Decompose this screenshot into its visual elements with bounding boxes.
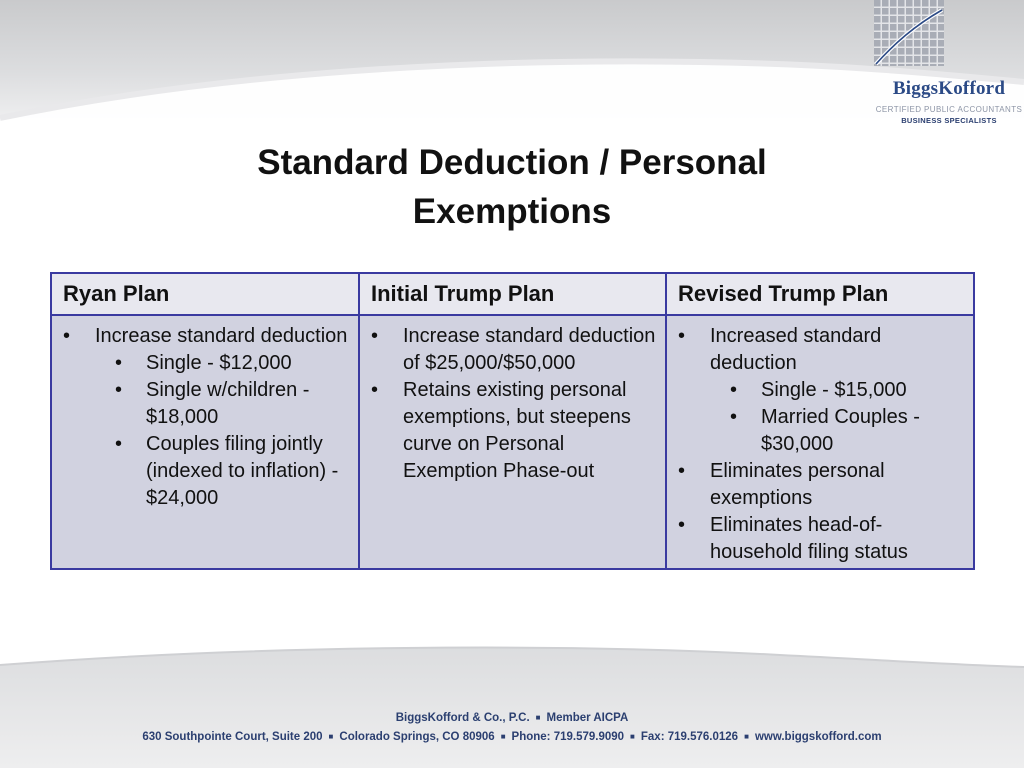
footer-band (0, 645, 1024, 768)
logo-grid-icon (874, 0, 944, 66)
table-header-row (51, 273, 974, 315)
revised-trump-plan-cell (666, 315, 974, 569)
list-item (675, 323, 967, 458)
plans-comparison-table (50, 272, 975, 570)
list-item: • Increase standard deduction of $25,000/$50,000 (368, 323, 659, 377)
logo-name: BiggsKofford (892, 78, 1006, 99)
footer-firm-name: BiggsKofford & Co., P.C. (395, 712, 530, 724)
footer-contact-line (0, 731, 1024, 743)
column-header-revised-trump-plan: Revised Trump Plan (666, 273, 974, 315)
bullet-text: Increased standard deduction (710, 325, 882, 374)
logo-subtagline: BUSINESS SPECIALISTS (901, 116, 997, 125)
footer-phone: Phone: 719.579.9090 (511, 731, 625, 743)
sub-list-item: • Single w/children - $18,000 (95, 377, 352, 431)
ryan-plan-cell (51, 315, 359, 569)
column-header-initial-trump-plan: Initial Trump Plan (359, 273, 666, 315)
list-item: • Eliminates personal exemptions (675, 458, 967, 512)
company-logo (874, 0, 1024, 130)
list-item: • Eliminates head-of-household filing status (675, 512, 967, 566)
list-item: • Retains existing personal exemptions, but steepens curve on Personal Exemption Phase-out (368, 377, 659, 485)
footer-firm-line (0, 712, 1024, 724)
separator-square-icon: ■ (630, 732, 635, 741)
footer-website-link[interactable]: www.biggskofford.com (754, 731, 882, 743)
sub-list-item: • Couples filing jointly (indexed to inflation) - $24,000 (95, 431, 352, 512)
sub-list-item: • Single - $12,000 (95, 350, 352, 377)
table-row (51, 315, 974, 569)
sub-list-item: • Married Couples - $30,000 (710, 404, 967, 458)
header-wave-decoration (0, 0, 1024, 130)
footer-membership: Member AICPA (546, 712, 629, 724)
initial-trump-plan-cell (359, 315, 666, 569)
footer-city: Colorado Springs, CO 80906 (339, 731, 495, 743)
logo-tagline: CERTIFIED PUBLIC ACCOUNTANTS (875, 105, 1023, 114)
list-item (60, 323, 352, 512)
separator-square-icon: ■ (535, 713, 541, 722)
footer-address: 630 Southpointe Court, Suite 200 (142, 731, 323, 743)
column-header-ryan-plan: Ryan Plan (51, 273, 359, 315)
sub-list-item: • Single - $15,000 (710, 377, 967, 404)
separator-square-icon: ■ (744, 732, 749, 741)
slide-title: Standard Deduction / Personal Exemptions (257, 143, 767, 231)
footer-fax: Fax: 719.576.0126 (640, 731, 739, 743)
separator-square-icon: ■ (328, 732, 334, 741)
separator-square-icon: ■ (500, 732, 506, 741)
header-band (0, 0, 1024, 130)
bullet-text: Increase standard deduction (95, 325, 348, 347)
footer-wave-decoration (0, 645, 1024, 768)
